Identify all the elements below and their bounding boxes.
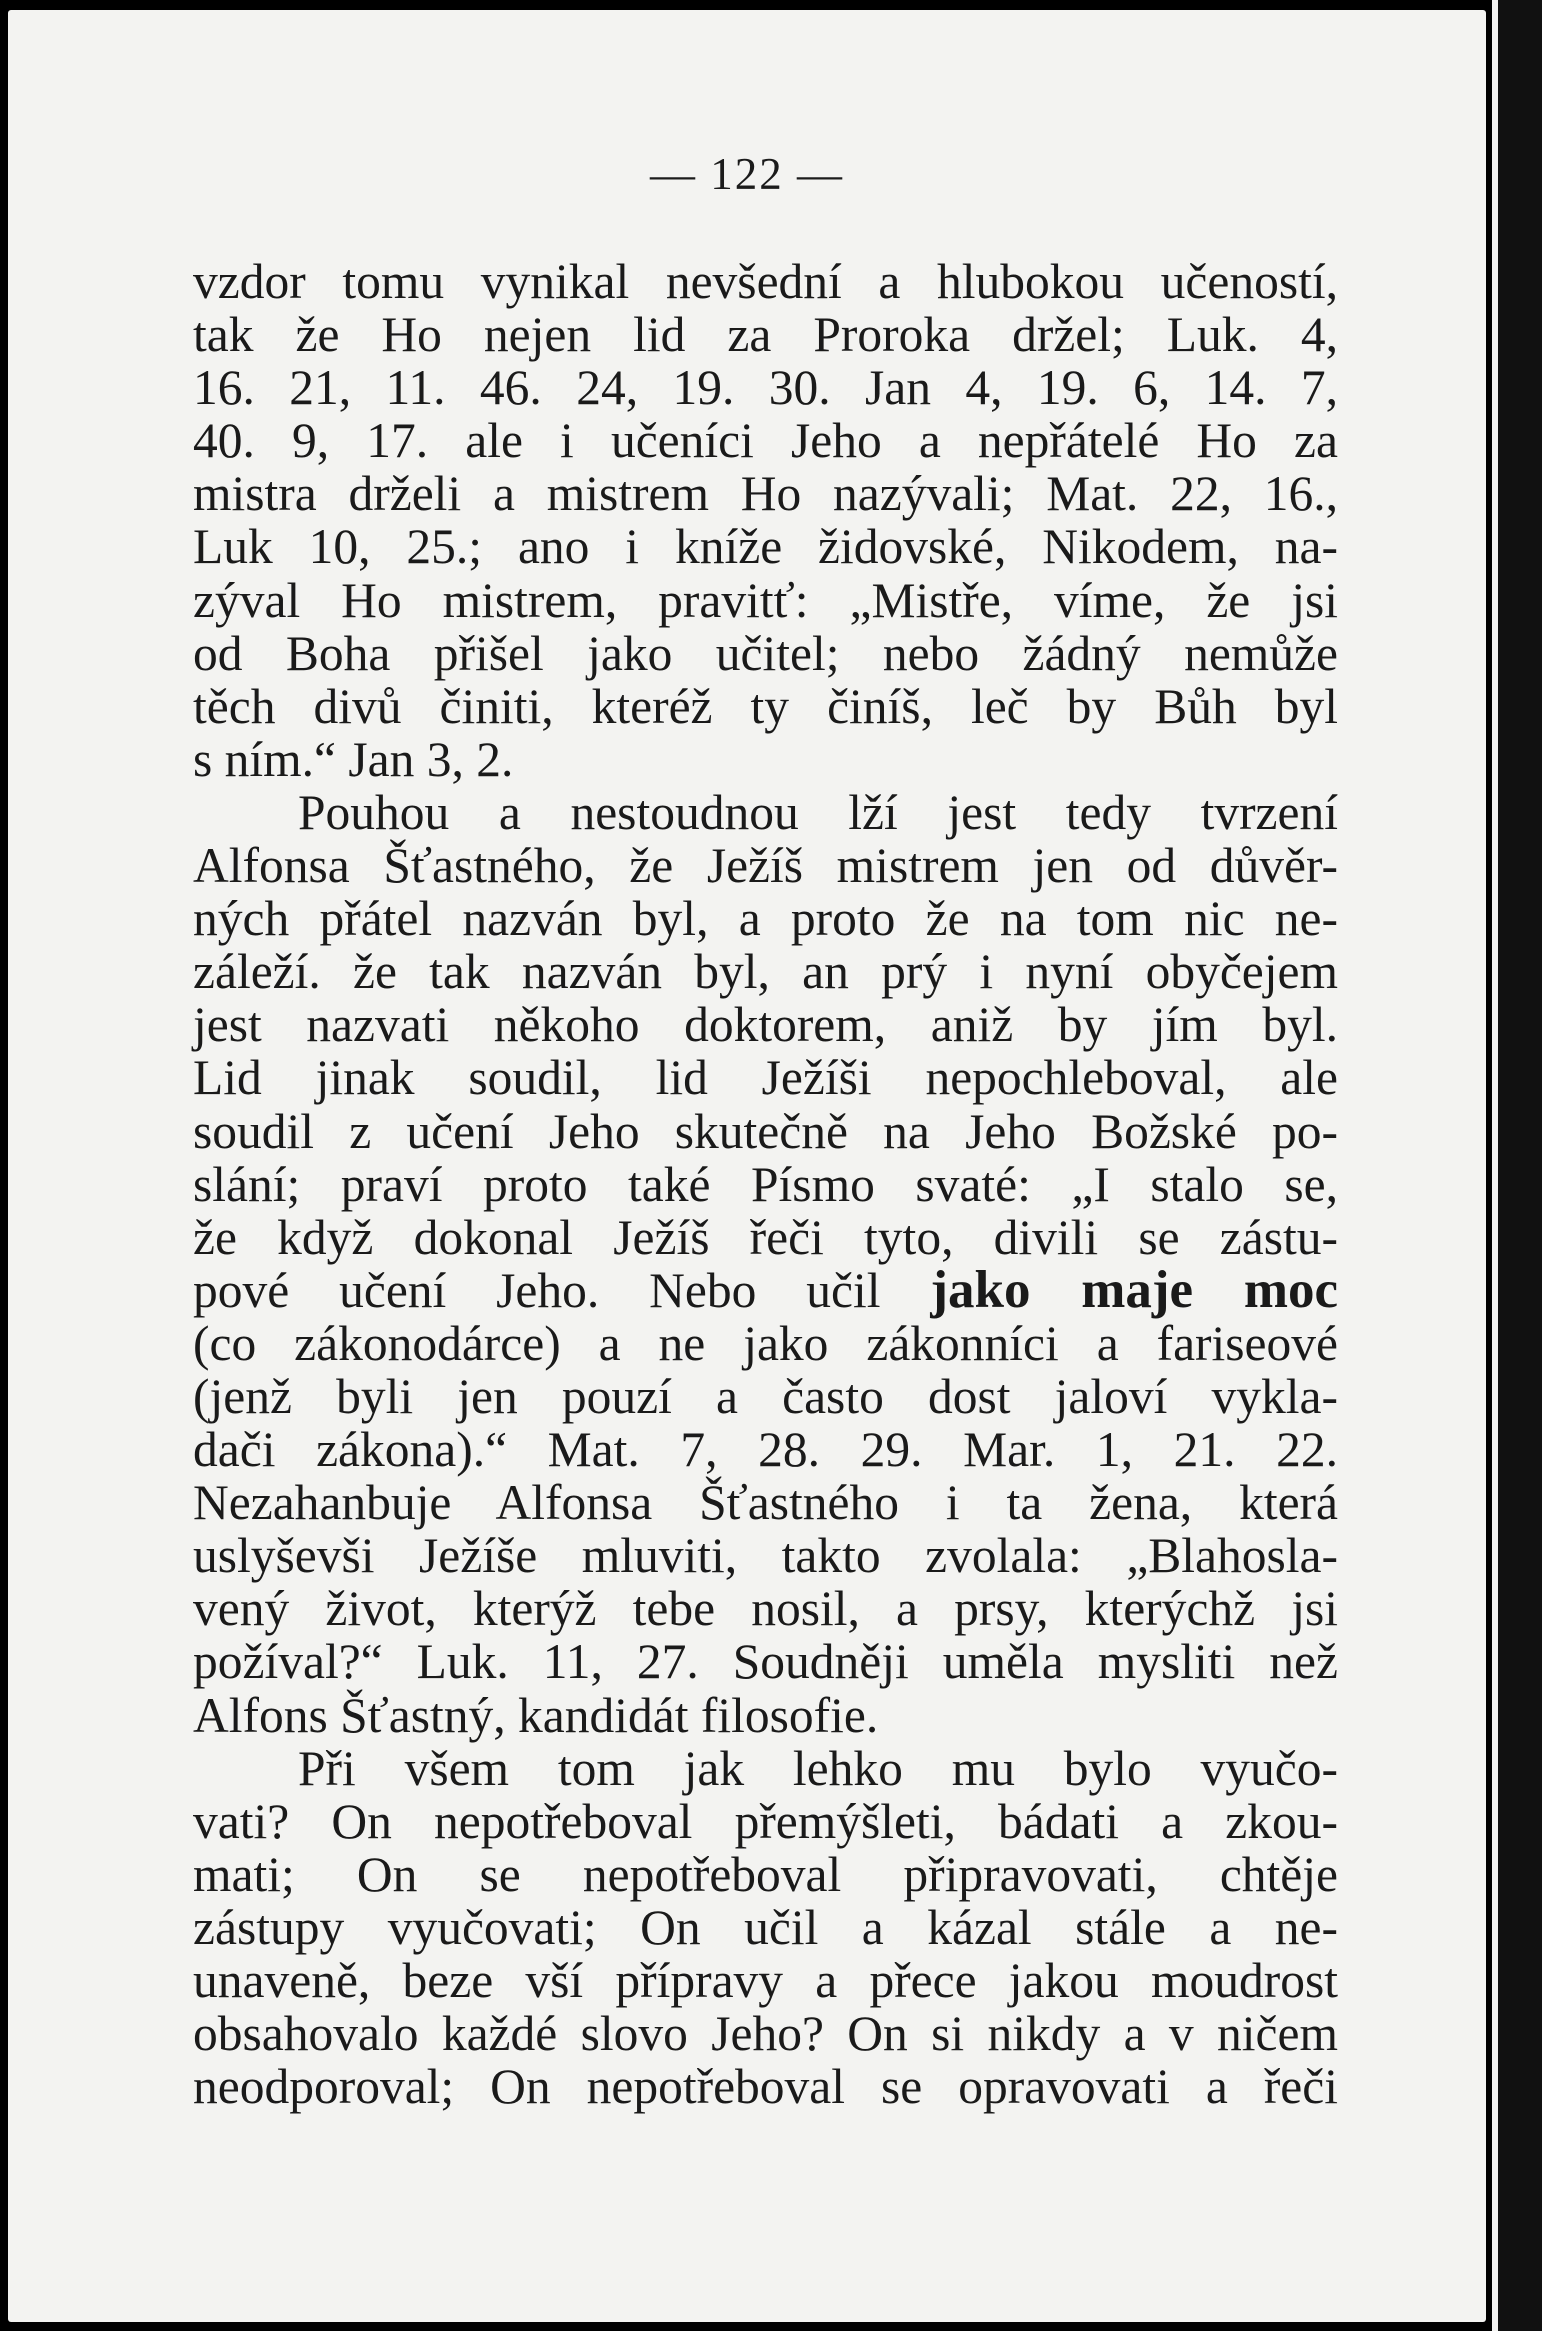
text-segment: pové učení Jeho. Nebo učil [193, 1262, 931, 1318]
text-line: tak že Ho nejen lid za Proroka držel; Luk. 4, [193, 307, 1338, 363]
text-line: mati; On se nepotřeboval připravovati, chtěje [193, 1846, 1338, 1902]
text-line: od Boha přišel jako učitel; nebo žádný nemůže [193, 625, 1338, 681]
text-line: unaveně, beze vší přípravy a přece jakou moudrost [193, 1953, 1338, 2008]
text-line: Při všem tom jak lehko mu bylo vyučo- [298, 1740, 1338, 1796]
text-line: soudil z učení Jeho skutečně na Jeho Božské po- [193, 1103, 1338, 1159]
text-line: těch divů činiti, kteréž ty činíš, leč by Bůh byl [193, 678, 1338, 734]
text-line: (co zákonodárce) a ne jako zákonníci a fariseové [193, 1315, 1338, 1371]
text-line: vati? On nepotřeboval přemýšleti, bádati a zkou- [193, 1793, 1338, 1849]
text-line: jest nazvati někoho doktorem, aniž by jím byl. [193, 997, 1338, 1053]
scan-border [1498, 0, 1542, 2331]
text-line: 40. 9, 17. ale i učeníci Jeho a nepřátelé Ho za [193, 413, 1338, 469]
text-line: Alfonsa Šťastného, že Ježíš mistrem jen od důvěr- [193, 838, 1338, 894]
text-line: zástupy vyučovati; On učil a kázal stále a ne- [193, 1899, 1338, 1955]
text-line: uslyševši Ježíše mluviti, takto zvolala: „Blahosla- [193, 1528, 1338, 1584]
text-line: ných přátel nazván byl, a proto že na tom nic ne- [193, 891, 1338, 947]
text-line: obsahovalo každé slovo Jeho? On si nikdy a v ničem [193, 2006, 1338, 2062]
text-line: Nezahanbuje Alfonsa Šťastného i ta žena, která [193, 1475, 1338, 1531]
text-line: Pouhou a nestoudnou lží jest tedy tvrzení [298, 784, 1338, 840]
body-text [193, 255, 1338, 2113]
text-line: vený život, kterýž tebe nosil, a prsy, kterýchž jsi [193, 1581, 1338, 1637]
text-line: Alfons Šťastný, kandidát filosofie. [193, 1687, 879, 1743]
page-number: — 122 — [650, 149, 844, 199]
text-line: s ním.“ Jan 3, 2. [193, 731, 514, 787]
text-line: dači zákona).“ Mat. 7, 28. 29. Mar. 1, 21. 22. [193, 1422, 1338, 1478]
text-line: zýval Ho mistrem, pravitť: „Mistře, víme, že jsi [193, 572, 1338, 628]
text-line: (jenž byli jen pouzí a často dost jaloví vykla- [193, 1368, 1338, 1424]
emphasis-text: jako maje moc [930, 1260, 1339, 1319]
text-line: Lid jinak soudil, lid Ježíši nepochleboval, ale [193, 1050, 1338, 1106]
text-line: záleží. že tak nazván byl, an prý i nyní obyčejem [193, 944, 1338, 1000]
text-line: že když dokonal Ježíš řeči tyto, divili se zástu- [193, 1209, 1338, 1265]
text-line: neodporoval; On nepotřeboval se opravovati a řeči [193, 2059, 1338, 2115]
text-line: mistra drželi a mistrem Ho nazývali; Mat. 22, 16., [193, 466, 1338, 522]
text-line: 16. 21, 11. 46. 24, 19. 30. Jan 4, 19. 6, 14. 7, [193, 360, 1338, 416]
text-line: slání; praví proto také Písmo svaté: „I stalo se, [193, 1156, 1338, 1212]
book-page [8, 10, 1486, 2322]
text-line: Luk 10, 25.; ano i kníže židovské, Nikodem, na- [193, 519, 1338, 575]
text-line-with-emphasis [193, 1260, 1339, 1319]
text-line: vzdor tomu vynikal nevšední a hlubokou učeností, [193, 254, 1338, 309]
text-line: požíval?“ Luk. 11, 27. Soudněji uměla mysliti než [193, 1634, 1338, 1690]
